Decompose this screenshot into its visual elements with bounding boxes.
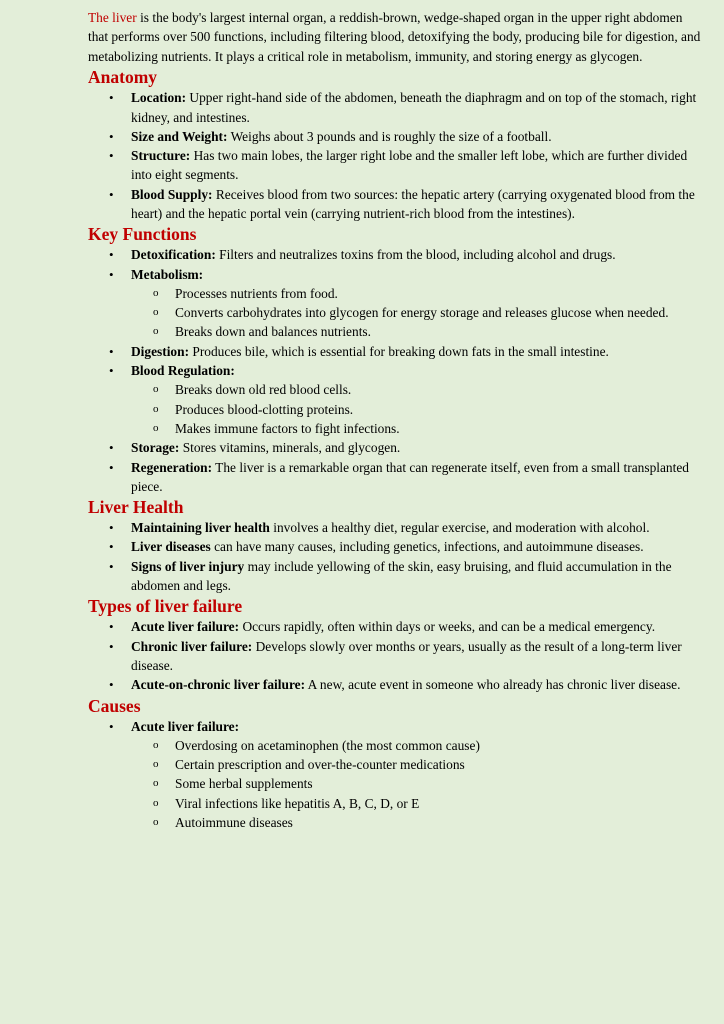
item-text: Develops slowly over months or years, usually as the result of a long-term liver disease. bbox=[131, 638, 682, 673]
causes-list bbox=[88, 717, 704, 833]
list-item bbox=[88, 637, 704, 676]
item-text: involves a healthy diet, regular exercise, and moderation with alcohol. bbox=[269, 520, 650, 536]
sub-item: o Viral infections like hepatitis A, B, C, D, or E bbox=[131, 794, 704, 813]
sub-item: o Breaks down old red blood cells. bbox=[131, 380, 704, 399]
item-text: Occurs rapidly, often within days or weeks, and can be a medical emergency. bbox=[239, 619, 656, 635]
item-text: Receives blood from two sources: the hepatic artery (carrying oxygenated blood from the heart) and the hepatic portal vein (carrying nutrient-rich blood from the intestines). bbox=[131, 186, 695, 221]
heading-causes: Causes bbox=[88, 695, 141, 716]
sub-item: o Converts carbohydrates into glycogen for energy storage and releases glucose when needed. bbox=[131, 303, 704, 322]
list-item bbox=[88, 185, 704, 224]
item-label: Storage: bbox=[131, 440, 180, 456]
list-item bbox=[88, 361, 704, 438]
heading-key-functions: Key Functions bbox=[88, 224, 197, 245]
anatomy-list bbox=[88, 88, 704, 223]
item-label: Liver diseases bbox=[131, 539, 211, 555]
sub-item: o Produces blood-clotting proteins. bbox=[131, 400, 704, 419]
failure-list bbox=[88, 617, 704, 694]
item-label: Acute liver failure: bbox=[131, 619, 240, 635]
heading-types-of-liver-failure: Types of liver failure bbox=[88, 596, 243, 617]
list-item bbox=[88, 342, 704, 361]
metabolism-sublist bbox=[131, 284, 704, 342]
list-item bbox=[88, 717, 704, 833]
item-label: Blood Supply: bbox=[131, 186, 213, 202]
list-item bbox=[88, 617, 704, 636]
intro-text: is the body's largest internal organ, a reddish-brown, wedge-shaped organ in the upper right abdomen that performs over 500 functions, including filtering blood, detoxifying the body, producing bile for digestion, and metabolizing nutrients. It plays a critical role in metabolism, immunity, and storing energy as glycogen. bbox=[88, 10, 701, 64]
list-item bbox=[88, 518, 704, 537]
list-item bbox=[88, 265, 704, 342]
list-item bbox=[88, 557, 704, 596]
sub-item: o Certain prescription and over-the-counter medications bbox=[131, 755, 704, 774]
item-text: can have many causes, including genetics, infections, and autoimmune diseases. bbox=[210, 539, 644, 555]
acute-causes-sublist bbox=[131, 736, 704, 832]
intro-paragraph bbox=[88, 8, 704, 66]
item-label: Signs of liver injury bbox=[131, 558, 245, 574]
list-item bbox=[88, 127, 704, 146]
item-text: Stores vitamins, minerals, and glycogen. bbox=[179, 440, 401, 456]
item-label: Maintaining liver health bbox=[131, 520, 270, 536]
list-item bbox=[88, 438, 704, 457]
sub-item: o Makes immune factors to fight infections. bbox=[131, 419, 704, 438]
list-item bbox=[88, 675, 704, 694]
item-label: Blood Regulation: bbox=[131, 363, 235, 379]
list-item bbox=[88, 88, 704, 127]
item-label: Chronic liver failure: bbox=[131, 638, 253, 654]
item-label: Regeneration: bbox=[131, 459, 213, 475]
item-label: Acute liver failure: bbox=[131, 718, 240, 734]
item-label: Size and Weight: bbox=[131, 128, 228, 144]
item-text: Upper right-hand side of the abdomen, beneath the diaphragm and on top of the stomach, right kidney, and intestines. bbox=[131, 90, 697, 125]
item-text: Weighs about 3 pounds and is roughly the size of a football. bbox=[227, 128, 552, 144]
sub-item: o Processes nutrients from food. bbox=[131, 284, 704, 303]
item-label: Metabolism: bbox=[131, 266, 204, 282]
item-text: Filters and neutralizes toxins from the blood, including alcohol and drugs. bbox=[215, 247, 616, 263]
item-label: Detoxification: bbox=[131, 247, 216, 263]
list-item bbox=[88, 537, 704, 556]
functions-list bbox=[88, 245, 704, 496]
blood-sublist bbox=[131, 380, 704, 438]
item-label: Structure: bbox=[131, 148, 191, 164]
sub-item: o Breaks down and balances nutrients. bbox=[131, 322, 704, 341]
item-text: Produces bile, which is essential for breaking down fats in the small intestine. bbox=[189, 343, 609, 359]
sub-item: o Overdosing on acetaminophen (the most common cause) bbox=[131, 736, 704, 755]
item-text: A new, acute event in someone who already has chronic liver disease. bbox=[305, 677, 681, 693]
item-label: Acute-on-chronic liver failure: bbox=[131, 677, 306, 693]
sub-item: o Autoimmune diseases bbox=[131, 813, 704, 832]
item-label: Digestion: bbox=[131, 343, 190, 359]
heading-anatomy: Anatomy bbox=[88, 67, 158, 88]
list-item bbox=[88, 146, 704, 185]
item-text: may include yellowing of the skin, easy bruising, and fluid accumulation in the abdomen and legs. bbox=[131, 558, 672, 594]
list-item bbox=[88, 245, 704, 264]
sub-item: o Some herbal supplements bbox=[131, 774, 704, 793]
list-item bbox=[88, 458, 704, 497]
health-list bbox=[88, 518, 704, 595]
heading-liver-health: Liver Health bbox=[88, 497, 184, 518]
item-label: Location: bbox=[131, 90, 187, 106]
item-text: The liver is a remarkable organ that can regenerate itself, even from a small transplanted piece. bbox=[131, 459, 689, 494]
item-text: Has two main lobes, the larger right lobe and the smaller left lobe, which are further divided into eight segments. bbox=[131, 148, 688, 183]
intro-highlight: The liver bbox=[88, 10, 137, 25]
